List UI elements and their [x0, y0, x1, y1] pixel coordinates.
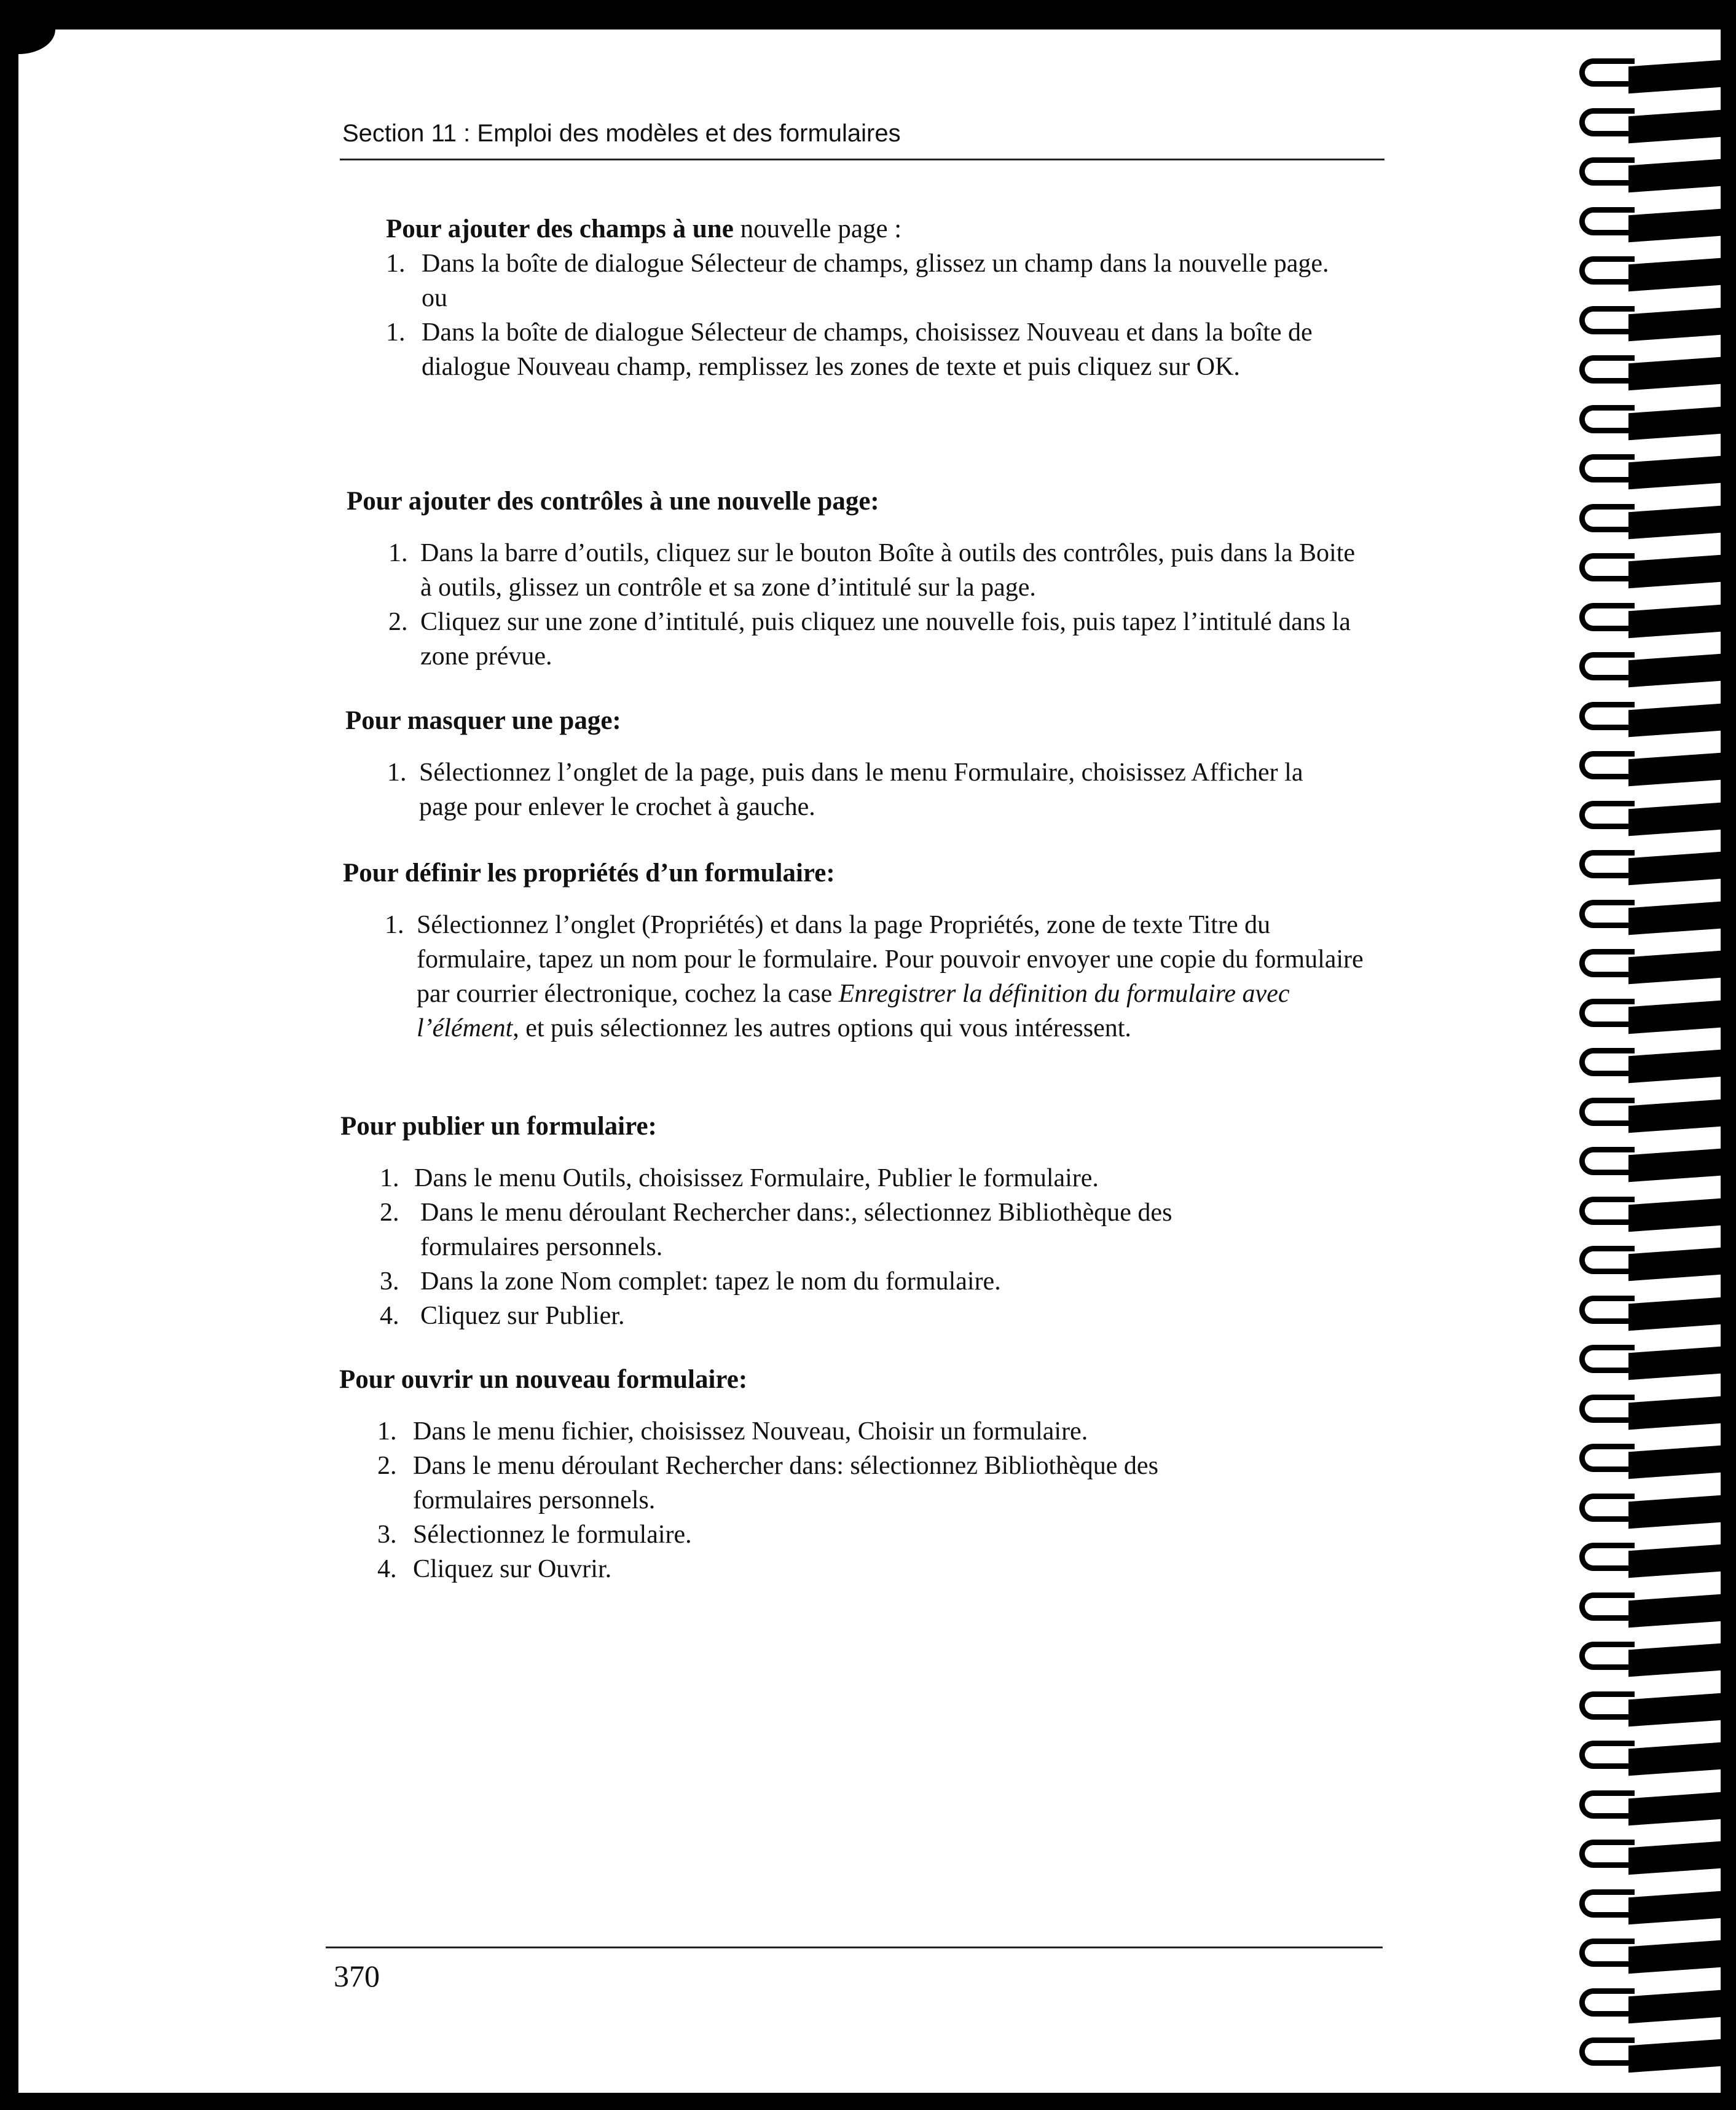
- section-heading: Pour ouvrir un nouveau formulaire:: [339, 1365, 748, 1394]
- scan-corner-shadow: [18, 30, 55, 54]
- coil-bar: [1628, 406, 1721, 439]
- section-header: Section 11 : Emploi des modèles et des formulaires: [342, 120, 901, 147]
- page-number: 370: [334, 1959, 380, 1993]
- coil-bar: [1628, 852, 1721, 885]
- coil-loop: [1579, 999, 1635, 1027]
- coil-bar: [1628, 1940, 1721, 1974]
- coil-loop: [1579, 1642, 1635, 1670]
- coil-loop: [1579, 1395, 1635, 1423]
- spiral-coil: [1579, 1494, 1721, 1530]
- spiral-coil: [1579, 850, 1721, 887]
- coil-loop: [1579, 1741, 1635, 1769]
- coil-loop: [1579, 702, 1635, 730]
- coil-bar: [1628, 60, 1721, 93]
- coil-bar: [1628, 159, 1721, 192]
- coil-loop: [1579, 1543, 1635, 1571]
- coil-bar: [1628, 1545, 1721, 1578]
- spiral-coil: [1579, 207, 1721, 244]
- scan-border-top: [0, 0, 1736, 30]
- scan-border-bottom: [0, 2093, 1736, 2110]
- spiral-coil: [1579, 652, 1721, 689]
- list-item: 3. Dans la zone Nom complet: tapez le nom du formulaire.: [380, 1267, 1001, 1296]
- list-item: 1. Dans le menu Outils, choisissez Formulaire, Publier le formulaire.: [380, 1164, 1099, 1192]
- coil-loop: [1579, 1889, 1635, 1918]
- coil-bar: [1628, 456, 1721, 489]
- spiral-coil: [1579, 1098, 1721, 1135]
- header-rule: [340, 159, 1384, 160]
- coil-bar: [1628, 1594, 1721, 1627]
- coil-loop: [1579, 1147, 1635, 1175]
- spiral-coil: [1579, 1642, 1721, 1679]
- section-heading: Pour publier un formulaire:: [340, 1112, 657, 1141]
- coil-bar: [1628, 307, 1721, 341]
- coil-loop: [1579, 1494, 1635, 1522]
- section-heading: Pour définir les propriétés d’un formulaire:: [343, 859, 835, 888]
- coil-loop: [1579, 1939, 1635, 1967]
- coil-bar: [1628, 258, 1721, 291]
- list-item: 4. Cliquez sur Ouvrir.: [377, 1555, 612, 1583]
- spiral-coil: [1579, 1147, 1721, 1184]
- coil-loop: [1579, 1098, 1635, 1126]
- section-heading: Pour masquer une page:: [345, 706, 621, 735]
- spiral-coil: [1579, 58, 1721, 95]
- spiral-coil: [1579, 553, 1721, 590]
- spiral-coil: [1579, 1444, 1721, 1481]
- coil-loop: [1579, 1444, 1635, 1472]
- spiral-coil: [1579, 1790, 1721, 1827]
- spiral-coil: [1579, 2037, 1721, 2074]
- footer-rule: [326, 1947, 1383, 1948]
- coil-loop: [1579, 751, 1635, 779]
- list-item: 2. Cliquez sur une zone d’intitulé, puis cliquez une nouvelle fois, puis tapez l’intitulé dans la zone prévue.: [388, 608, 1351, 671]
- spiral-coil: [1579, 702, 1721, 739]
- list-item: 1. Dans le menu fichier, choisissez Nouveau, Choisir un formulaire.: [377, 1417, 1088, 1446]
- coil-bar: [1628, 2039, 1721, 2073]
- coil-loop: [1579, 355, 1635, 384]
- spiral-coil: [1579, 1889, 1721, 1926]
- spiral-coil: [1579, 801, 1721, 838]
- coil-loop: [1579, 108, 1635, 136]
- spiral-coil: [1579, 355, 1721, 392]
- section-heading: Pour ajouter des contrôles à une nouvelle page:: [347, 487, 879, 516]
- coil-bar: [1628, 1000, 1721, 1033]
- alternative-separator: ou: [422, 284, 447, 312]
- coil-bar: [1628, 208, 1721, 242]
- section-add-fields: [386, 212, 1443, 384]
- coil-loop: [1579, 1840, 1635, 1868]
- coil-loop: [1579, 1345, 1635, 1373]
- coil-bar: [1628, 1099, 1721, 1132]
- coil-loop: [1579, 900, 1635, 928]
- coil-loop: [1579, 1296, 1635, 1324]
- coil-loop: [1579, 850, 1635, 878]
- coil-bar: [1628, 1792, 1721, 1825]
- coil-loop: [1579, 58, 1635, 87]
- coil-bar: [1628, 1050, 1721, 1083]
- coil-bar: [1628, 1396, 1721, 1429]
- section-form-properties: [343, 856, 1400, 1045]
- coil-loop: [1579, 1988, 1635, 2017]
- coil-loop: [1579, 2037, 1635, 2066]
- list-item: 1. Sélectionnez l’onglet de la page, puis dans le menu Formulaire, choisissez Afficher la page pour enlever le crochet à gauche.: [387, 758, 1303, 821]
- list-item: 1. Sélectionnez l’onglet (Propriétés) et dans la page Propriétés, zone de texte Titre du formulaire, tapez un nom pour le formulaire. Pour pouvoir envoyer une copie du formulaire par courrier électronique, cochez la case Enregistrer la définition du formulaire avec l’élément, et puis sélectionnez les autres options qui vous intéressent.: [385, 911, 1364, 1042]
- coil-bar: [1628, 753, 1721, 786]
- coil-bar: [1628, 357, 1721, 390]
- coil-bar: [1628, 901, 1721, 934]
- spiral-coil: [1579, 751, 1721, 788]
- spiral-binding: [1579, 58, 1721, 2080]
- spiral-coil: [1579, 405, 1721, 442]
- coil-loop: [1579, 1246, 1635, 1274]
- spiral-coil: [1579, 1592, 1721, 1629]
- coil-bar: [1628, 1742, 1721, 1776]
- coil-loop: [1579, 207, 1635, 235]
- list-item: 4. Cliquez sur Publier.: [380, 1302, 625, 1330]
- coil-loop: [1579, 1592, 1635, 1621]
- coil-bar: [1628, 1446, 1721, 1479]
- coil-loop: [1579, 256, 1635, 285]
- spiral-coil: [1579, 1296, 1721, 1333]
- list-item: 3. Sélectionnez le formulaire.: [377, 1521, 692, 1549]
- spiral-coil: [1579, 1395, 1721, 1431]
- coil-loop: [1579, 603, 1635, 631]
- coil-bar: [1628, 1495, 1721, 1528]
- spiral-coil: [1579, 1988, 1721, 2025]
- spiral-coil: [1579, 900, 1721, 937]
- scan-border-left: [0, 0, 18, 2110]
- spiral-coil: [1579, 256, 1721, 293]
- section-publish-form: [340, 1109, 1397, 1333]
- coil-loop: [1579, 504, 1635, 532]
- coil-loop: [1579, 949, 1635, 977]
- coil-loop: [1579, 1197, 1635, 1225]
- spiral-coil: [1579, 108, 1721, 145]
- emphasized-option-label: Enregistrer la définition du formulaire avec l’élément: [417, 980, 1290, 1042]
- coil-bar: [1628, 703, 1721, 736]
- coil-loop: [1579, 652, 1635, 680]
- coil-loop: [1579, 553, 1635, 581]
- list-item: 1. Dans la boîte de dialogue Sélecteur de champs, choisissez Nouveau et dans la boîte de dialogue Nouveau champ, remplissez les zones de texte et puis cliquez sur OK.: [386, 318, 1313, 381]
- coil-bar: [1628, 654, 1721, 687]
- spiral-coil: [1579, 949, 1721, 986]
- coil-loop: [1579, 405, 1635, 433]
- coil-bar: [1628, 1149, 1721, 1182]
- spiral-coil: [1579, 999, 1721, 1036]
- spiral-coil: [1579, 1246, 1721, 1283]
- list-item: 2. Dans le menu déroulant Rechercher dans:, sélectionnez Bibliothèque des formulaires personnels.: [380, 1199, 1172, 1261]
- scan-border-right: [1721, 0, 1736, 2110]
- list-item: 1. Dans la barre d’outils, cliquez sur le bouton Boîte à outils des contrôles, puis dans la Boite à outils, glissez un contrôle et sa zone d’intitulé sur la page.: [388, 539, 1356, 602]
- coil-bar: [1628, 555, 1721, 588]
- coil-bar: [1628, 604, 1721, 637]
- spiral-coil: [1579, 454, 1721, 491]
- coil-loop: [1579, 1691, 1635, 1720]
- coil-bar: [1628, 1248, 1721, 1281]
- coil-loop: [1579, 801, 1635, 829]
- coil-bar: [1628, 1841, 1721, 1875]
- coil-loop: [1579, 454, 1635, 482]
- spiral-coil: [1579, 1840, 1721, 1876]
- coil-bar: [1628, 1891, 1721, 1924]
- list-item: 2. Dans le menu déroulant Rechercher dans: sélectionnez Bibliothèque des formulaires personnels.: [377, 1452, 1158, 1514]
- coil-bar: [1628, 109, 1721, 143]
- coil-bar: [1628, 1644, 1721, 1677]
- spiral-coil: [1579, 1691, 1721, 1728]
- coil-loop: [1579, 1048, 1635, 1076]
- section-add-controls: [347, 484, 1404, 674]
- coil-bar: [1628, 1198, 1721, 1231]
- spiral-coil: [1579, 504, 1721, 541]
- section-open-form: [339, 1363, 1396, 1586]
- coil-bar: [1628, 1347, 1721, 1380]
- section-hide-page: [345, 704, 1402, 824]
- coil-bar: [1628, 802, 1721, 835]
- spiral-coil: [1579, 1197, 1721, 1234]
- coil-loop: [1579, 306, 1635, 334]
- spiral-coil: [1579, 306, 1721, 343]
- spiral-coil: [1579, 1939, 1721, 1975]
- section-heading: Pour ajouter des champs à une nouvelle page :: [386, 215, 902, 243]
- spiral-coil: [1579, 1543, 1721, 1580]
- list-item: 1. Dans la boîte de dialogue Sélecteur de champs, glissez un champ dans la nouvelle page.: [386, 250, 1329, 278]
- coil-bar: [1628, 1693, 1721, 1726]
- coil-loop: [1579, 1790, 1635, 1819]
- coil-bar: [1628, 1990, 1721, 2023]
- spiral-coil: [1579, 1048, 1721, 1085]
- coil-loop: [1579, 157, 1635, 186]
- coil-bar: [1628, 505, 1721, 538]
- coil-bar: [1628, 951, 1721, 984]
- spiral-coil: [1579, 1741, 1721, 1777]
- coil-bar: [1628, 1297, 1721, 1330]
- spiral-coil: [1579, 157, 1721, 194]
- spiral-coil: [1579, 603, 1721, 640]
- spiral-coil: [1579, 1345, 1721, 1382]
